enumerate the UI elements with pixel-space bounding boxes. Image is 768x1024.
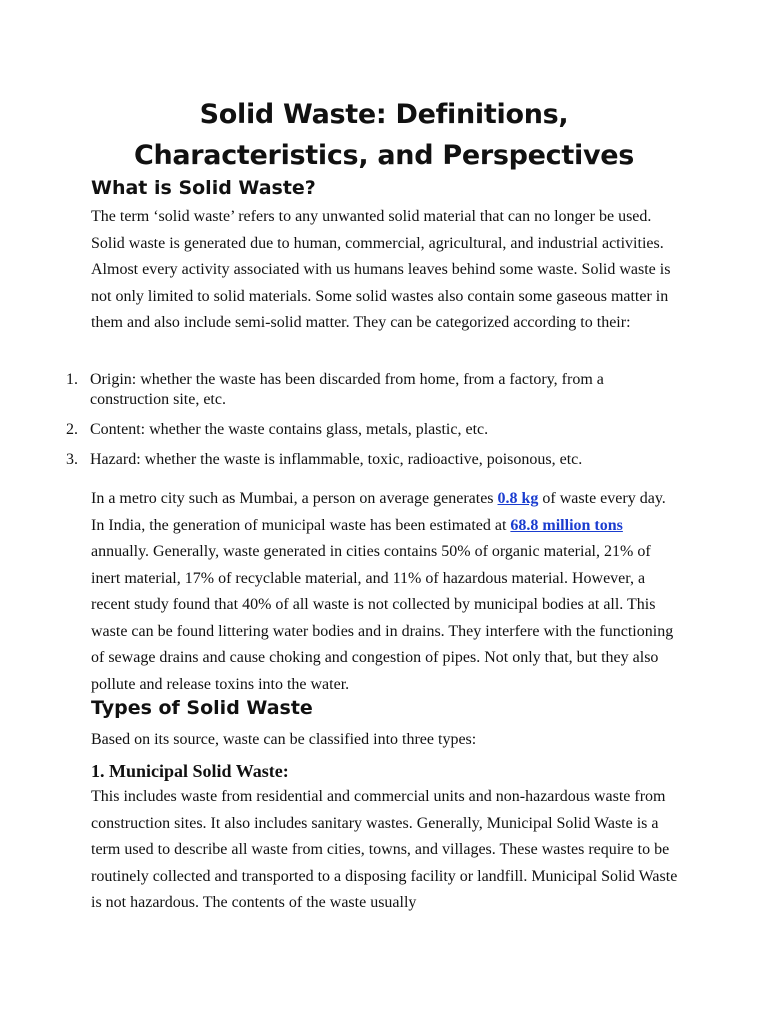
statistics-text-part3: annually. Generally, waste generated in cities contains 50% of organic material, 21% of inert material, 17% of recyclable material, and 11% of hazardous material. However, a recent study found that 40% of all waste is not collected by municipal bodies at all. This waste can be found littering water bodies and in drains. They interfere with the functioning of sewage drains and cause choking and congestion of pipes. Not only that, but they also pollute and release toxins into the water. <box>91 543 674 693</box>
list-item-text: Content: whether the waste contains glass, metals, plastic, etc. <box>90 421 489 438</box>
subheading-municipal-solid-waste: 1. Municipal Solid Waste: <box>91 761 289 781</box>
link-0-8-kg[interactable]: 0.8 kg <box>497 490 539 507</box>
types-intro-paragraph: Based on its source, waste can be classified into three types: <box>91 731 477 748</box>
categorization-list <box>66 370 686 480</box>
statistics-paragraph <box>91 486 681 698</box>
section-heading-types-of-solid-waste: Types of Solid Waste <box>91 697 313 719</box>
page-title: Solid Waste: Definitions, Characteristics, and Perspectives <box>133 99 635 171</box>
section-heading-what-is-solid-waste: What is Solid Waste? <box>91 177 316 199</box>
statistics-text-part2: of waste every day. In India, the generation of municipal waste has been estimated at <box>91 490 666 534</box>
list-item <box>66 450 686 470</box>
list-item <box>66 420 686 440</box>
list-item-number: 1. <box>66 371 78 388</box>
list-item <box>66 370 686 410</box>
link-68-8-million-tons[interactable]: 68.8 million tons <box>510 516 623 534</box>
list-item-text: Origin: whether the waste has been discarded from home, from a factory, from a construction site, etc. <box>90 371 604 408</box>
municipal-solid-waste-paragraph: This includes waste from residential and commercial units and non-hazardous waste from construction sites. It also includes sanitary wastes. Generally, Municipal Solid Waste is a term used to describe all waste from cities, towns, and villages. These wastes require to be routinely collected and transported to a disposing facility or landfill. Municipal Solid Waste is not hazardous. The contents of the waste usually <box>91 788 678 911</box>
intro-paragraph: The term ‘solid waste’ refers to any unwanted solid material that can no longer be used. Solid waste is generated due to human, commercial, agricultural, and industrial activities. Almost every activity associated with us humans leaves behind some waste. Solid waste is not only limited to solid materials. Some solid wastes also contain some gaseous matter in them and also include semi-solid matter. They can be categorized according to their: <box>91 208 671 331</box>
list-item-number: 2. <box>66 421 78 438</box>
list-item-text: Hazard: whether the waste is inflammable, toxic, radioactive, poisonous, etc. <box>90 451 583 468</box>
statistics-text-part1: In a metro city such as Mumbai, a person on average generates <box>91 490 498 507</box>
list-item-number: 3. <box>66 451 78 468</box>
